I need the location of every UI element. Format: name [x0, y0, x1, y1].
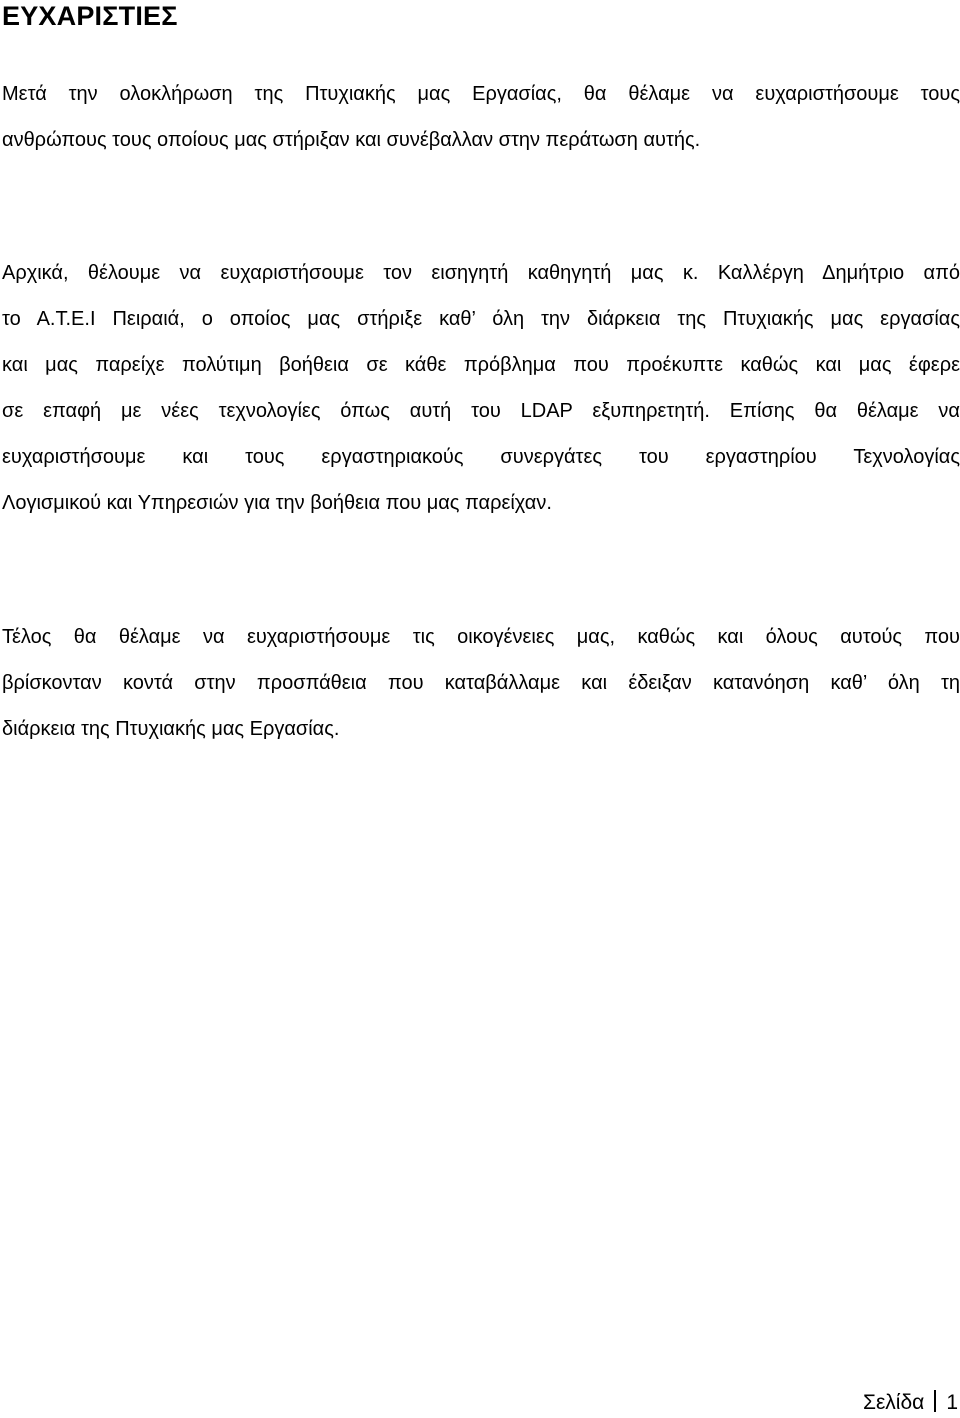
page-footer — [863, 1388, 958, 1418]
paragraph-line: το Α.Τ.Ε.Ι Πειραιά, ο οποίος μας στήριξε καθ’ όλη την διάρκεια της Πτυχιακής μας εργασίας — [2, 308, 960, 330]
paragraph-family — [2, 614, 960, 752]
page-number: 1 — [946, 1391, 958, 1414]
paragraph-supervisor — [2, 250, 960, 526]
paragraph-line: Λογισμικού και Υπηρεσιών για την βοήθεια που μας παρείχαν. — [2, 492, 552, 514]
paragraph-line: Τέλος θα θέλαμε να ευχαριστήσουμε τις οικογένειες μας, καθώς και όλους αυτούς που — [2, 626, 960, 648]
footer-divider — [934, 1390, 936, 1412]
paragraph-line: σε επαφή με νέες τεχνολογίες όπως αυτή του LDAP εξυπηρετητή. Επίσης θα θέλαμε να — [2, 400, 960, 422]
paragraph-line: Μετά την ολοκλήρωση της Πτυχιακής μας Εργασίας, θα θέλαμε να ευχαριστήσουμε τους — [2, 83, 960, 105]
paragraph-line: βρίσκονταν κοντά στην προσπάθεια που καταβάλλαμε και έδειξαν κατανόηση καθ’ όλη τη — [2, 672, 960, 694]
paragraph-intro — [2, 71, 960, 163]
paragraph-line: ανθρώπους τους οποίους μας στήριξαν και συνέβαλλαν στην περάτωση αυτής. — [2, 129, 701, 151]
page-label: Σελίδα — [862, 1391, 925, 1414]
paragraph-line: διάρκεια της Πτυχιακής μας Εργασίας. — [2, 718, 340, 740]
paragraph-line: ευχαριστήσουμε και τους εργαστηριακούς συνεργάτες του εργαστηρίου Τεχνολογίας — [2, 446, 960, 468]
paragraph-line: και μας παρείχε πολύτιμη βοήθεια σε κάθε πρόβλημα που προέκυπτε καθώς και μας έφερε — [2, 354, 960, 376]
page-title: ΕΥΧΑΡΙΣΤΙΕΣ — [2, 1, 178, 31]
paragraph-line: Αρχικά, θέλουμε να ευχαριστήσουμε τον εισηγητή καθηγητή μας κ. Καλλέργη Δημήτριο από — [2, 262, 960, 284]
